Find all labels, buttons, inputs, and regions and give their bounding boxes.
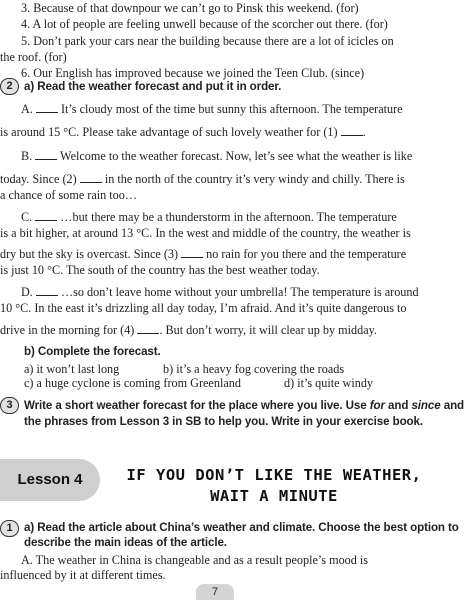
forecast-a-label: A. [21,102,33,116]
forecast-d-line3: drive in the morning for (4) . But don’t worry, it will clear up by midday. [0,323,377,337]
page-number: 7 [196,584,234,600]
gap-4-blank[interactable] [137,324,159,334]
task-3-instruction-line1: Write a short weather forecast for the place where you live. Use for and since and [24,399,464,412]
option-b: b) it’s a heavy fog covering the roads [163,362,345,376]
task-2-instruction: a) Read the weather forecast and put it in order. [24,80,282,93]
task-2-number: 2 [0,78,19,95]
keyword-since: since [411,399,441,412]
lesson-title-line1: IF YOU DON’T LIKE THE WEATHER, [126,466,422,484]
lesson-heading [0,451,433,513]
exercise-item-4: 4. A lot of people are feeling unwell because of the scorcher out there. (for) [21,17,388,31]
lesson-title-line2: WAIT A MINUTE [210,487,338,505]
option-c: c) a huge cyclone is coming from Greenland [24,376,241,390]
answer-blank-b[interactable] [35,150,57,160]
task-1-option-a-line2: influenced by it at different times. [0,568,166,582]
task-3-instruction-line2: the phrases from Lesson 3 in SB to help you. Write in your exercise book. [24,415,424,428]
forecast-a-line2: is around 15 °C. Please take advantage of such lovely weather for (1) . [0,125,366,139]
task-1-instruction-line1: a) Read the article about China’s weather and climate. Choose the best option to [24,521,459,534]
task-1-instruction-line2: describe the main ideas of the article. [24,536,227,549]
answer-blank-d[interactable] [36,286,58,296]
answer-blank-c[interactable] [35,211,57,221]
exercise-item-5-line1: 5. Don’t park your cars near the building because there are a lot of icicles on [21,34,394,48]
answer-blank-a[interactable] [36,103,58,113]
forecast-d-line2: 10 °C. In the east it’s drizzling all day today, I’m afraid. And it’s quite dangerous to [0,301,407,315]
forecast-b-label: B. [21,149,33,163]
forecast-b-line3: a chance of some rain too… [0,188,138,202]
forecast-d-line1: D. …so don’t leave home without your umbrella! The temperature is around [21,285,419,299]
forecast-c-line3: dry but the sky is overcast. Since (3) no rain for you there and the temperature [0,247,407,261]
forecast-d-label: D. [21,285,33,299]
keyword-for: for [369,399,385,412]
gap-3-blank[interactable] [181,248,203,258]
task-2b-instruction: b) Complete the forecast. [24,345,161,358]
gap-1-blank[interactable] [341,126,363,136]
lesson-title [115,465,433,507]
exercise-item-3: 3. Because of that downpour we can’t go to Pinsk this weekend. (for) [21,1,359,15]
forecast-c-line4: is just 10 °C. The south of the country has the best weather today. [0,263,320,277]
exercise-item-6: 6. Our English has improved because we joined the Teen Club. (since) [21,66,365,80]
forecast-c-line1: C. …but there may be a thunderstorm in the afternoon. The temperature [21,210,397,224]
lesson-label: Lesson 4 [0,459,100,501]
task-3-number: 3 [0,397,19,414]
task-1-number: 1 [0,520,19,537]
forecast-a-line1: A. It’s cloudy most of the time but sunny this afternoon. The temperature [21,102,403,116]
gap-2-blank[interactable] [80,173,102,183]
option-a: a) it won’t last long [24,362,120,376]
forecast-b-line1: B. Welcome to the weather forecast. Now, let’s see what the weather is like [21,149,413,163]
exercise-item-5-line2: the roof. (for) [0,50,67,64]
forecast-c-line2: is a bit higher, at around 13 °C. In the west and middle of the country, the weather is [0,226,411,240]
forecast-b-line2: today. Since (2) in the north of the country it’s very windy and chilly. There is [0,172,405,186]
task-1-option-a-line1: A. The weather in China is changeable and as a result people’s mood is [21,553,369,567]
forecast-c-label: C. [21,210,33,224]
option-d: d) it’s quite windy [284,376,374,390]
